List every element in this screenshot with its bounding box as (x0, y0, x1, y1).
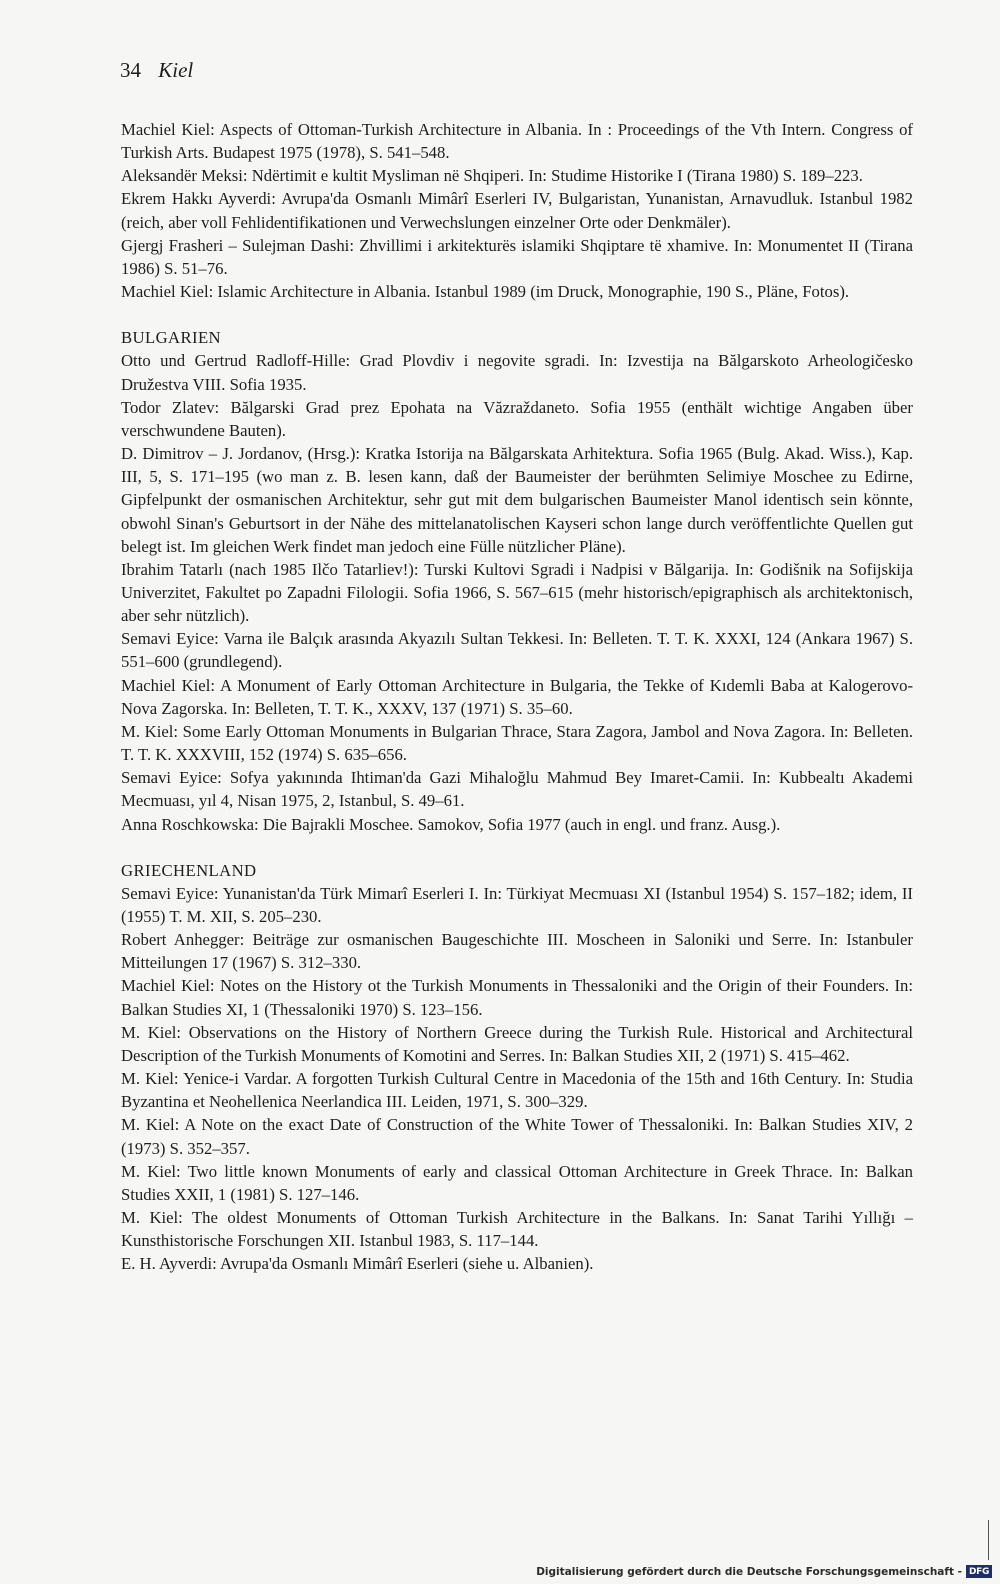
bibliography-entry: Semavi Eyice: Yunanistan'da Türk Mimarî Eserleri I. In: Türkiyat Mecmuası XI (Istanbul 1954) S. 157–182; idem, II (1955) T. M. XII, S. 205–230. (121, 883, 913, 926)
running-head-author: Kiel (158, 58, 194, 82)
bibliography-entry: Ibrahim Tatarlı (nach 1985 Ilčo Tatarliev!): Turski Kultovi Sgradi i Nadpisi v Bălgarija. In: Godišnik na Sofijskija Univerzitet, Fakultet po Zapadni Filologii. Sofia 1966, S. 567–615 (mehr historisch/epigraphisch als architektonisch, aber sehr nützlich). (121, 559, 913, 626)
footer-credit (536, 1565, 992, 1578)
bibliography-entry: Todor Zlatev: Bălgarski Grad prez Epohata na Văzraždaneto. Sofia 1955 (enthält wichtige Angaben über verschwundene Bauten). (121, 397, 913, 440)
section-heading: GRIECHENLAND (121, 860, 257, 880)
bibliography-entry: M. Kiel: Observations on the History of Northern Greece during the Turkish Rule. Historical and Architectural Description of the Turkish Monuments of Komotini and Serres. In: Balkan Studies XII, 2 (1971) S. 415–462. (121, 1022, 913, 1065)
bibliography-entry: Robert Anhegger: Beiträge zur osmanischen Baugeschichte III. Moscheen in Saloniki und Serre. In: Istanbuler Mitteilungen 17 (1967) S. 312–330. (121, 930, 913, 973)
page-edge-mark (988, 1520, 989, 1560)
dfg-logo-icon: DFG (966, 1565, 992, 1578)
bibliography-entry: Anna Roschkowska: Die Bajrakli Moschee. Samokov, Sofia 1977 (auch in engl. und franz. Ausg.). (121, 814, 781, 834)
bibliography-entry: M. Kiel: The oldest Monuments of Ottoman Turkish Architecture in the Balkans. In: Sanat Tarihi Yıllığı – Kunsthistorische Forschungen XII. Istanbul 1983, S. 117–144. (121, 1208, 913, 1251)
bibliography-entry: Machiel Kiel: Islamic Architecture in Albania. Istanbul 1989 (im Druck, Monographie, 190 S., Pläne, Fotos). (121, 282, 850, 302)
bibliography-entry: M. Kiel: Yenice-i Vardar. A forgotten Turkish Cultural Centre in Macedonia of the 15th and 16th Century. In: Studia Byzantina et Neohellenica Neerlandica III. Leiden, 1971, S. 300–329. (121, 1069, 913, 1112)
bibliography-entry: Aleksandër Meksi: Ndërtimit e kultit Mysliman në Shqiperi. In: Studime Historike I (Tirana 1980) S. 189–223. (121, 166, 863, 186)
bibliography-entry: Semavi Eyice: Varna ile Balçık arasında Akyazılı Sultan Tekkesi. In: Belleten. T. T. K. XXXI, 124 (Ankara 1967) S. 551–600 (grundlegend). (121, 629, 913, 672)
bibliography-entry: M. Kiel: A Note on the exact Date of Construction of the White Tower of Thessaloniki. In: Balkan Studies XIV, 2 (1973) S. 352–357. (121, 1115, 913, 1158)
bibliography-entry: M. Kiel: Two little known Monuments of early and classical Ottoman Architecture in Greek Thrace. In: Balkan Studies XXII, 1 (1981) S. 127–146. (121, 1161, 913, 1204)
bibliography-entry: Semavi Eyice: Sofya yakınında Ihtiman'da Gazi Mihaloğlu Mahmud Bey Imaret-Camii. In: Kubbealtı Akademi Mecmuası, yıl 4, Nisan 1975, 2, Istanbul, S. 49–61. (121, 768, 913, 811)
funding-note: Digitalisierung gefördert durch die Deutsche Forschungsgemeinschaft - (536, 1565, 962, 1578)
bibliography-entry: M. Kiel: Some Early Ottoman Monuments in Bulgarian Thrace, Stara Zagora, Jambol and Nova Zagora. In: Belleten. T. T. K. XXXVIII, 152 (1974) S. 635–656. (121, 721, 913, 765)
section-heading: BULGARIEN (121, 328, 222, 348)
bibliography-entry: Machiel Kiel: Aspects of Ottoman-Turkish Architecture in Albania. In : Proceedings of the Vth Intern. Congress of Turkish Arts. Budapest 1975 (1978), S. 541–548. (121, 120, 913, 163)
bibliography-body (121, 118, 913, 1276)
bibliography-entry: Machiel Kiel: A Monument of Early Ottoman Architecture in Bulgaria, the Tekke of Kıdemli Baba at Kalogerovo-Nova Zagorska. In: Belleten, T. T. K., XXXV, 137 (1971) S. 35–60. (121, 675, 913, 718)
bibliography-entry: D. Dimitrov – J. Jordanov, (Hrsg.): Kratka Istorija na Bălgarskata Arhitektura. Sofia 1965 (Bulg. Akad. Wiss.), Kap. III, 5, S. 171–195 (wo man z. B. lesen kann, daß der Baumeister der berühmten Selimiye Moschee zu Edirne, Gipfelpunkt der osmanischen Architektur, sehr gut mit dem bulgarischen Baumeister Manol identisch sein könnte, obwohl Sinan's Geburtsort in der Nähe des mittelanatolischen Kayseri schon lange durch veröffentlichte Quellen gut belegt ist. Im gleichen Werk findet man jedoch eine Fülle nützlicher Pläne). (121, 444, 913, 556)
page-number: 34 (120, 58, 141, 82)
bibliography-entry: Gjergj Frasheri – Sulejman Dashi: Zhvillimi i arkitekturës islamiki Shqiptare të xhamive. In: Monumentet II (Tirana 1986) S. 51–76. (121, 235, 913, 278)
bibliography-entry: Otto und Gertrud Radloff-Hille: Grad Plovdiv i negovite sgradi. In: Izvestija na Bălgarskoto Arheologičesko Družestva VIII. Sofia 1935. (121, 351, 913, 394)
running-header (120, 58, 193, 83)
bibliography-entry: E. H. Ayverdi: Avrupa'da Osmanlı Mimârî Eserleri (siehe u. Albanien). (121, 1254, 594, 1274)
bibliography-entry: Machiel Kiel: Notes on the History ot the Turkish Monuments in Thessaloniki and the Origin of their Founders. In: Balkan Studies XI, 1 (Thessaloniki 1970) S. 123–156. (121, 976, 913, 1019)
bibliography-entry: Ekrem Hakkı Ayverdi: Avrupa'da Osmanlı Mimârî Eserleri IV, Bulgaristan, Yunanistan, Arnavudluk. Istanbul 1982 (reich, aber voll Fehlidentifikationen und Verwechslungen einzelner Orte oder Denkmäler). (121, 189, 913, 232)
